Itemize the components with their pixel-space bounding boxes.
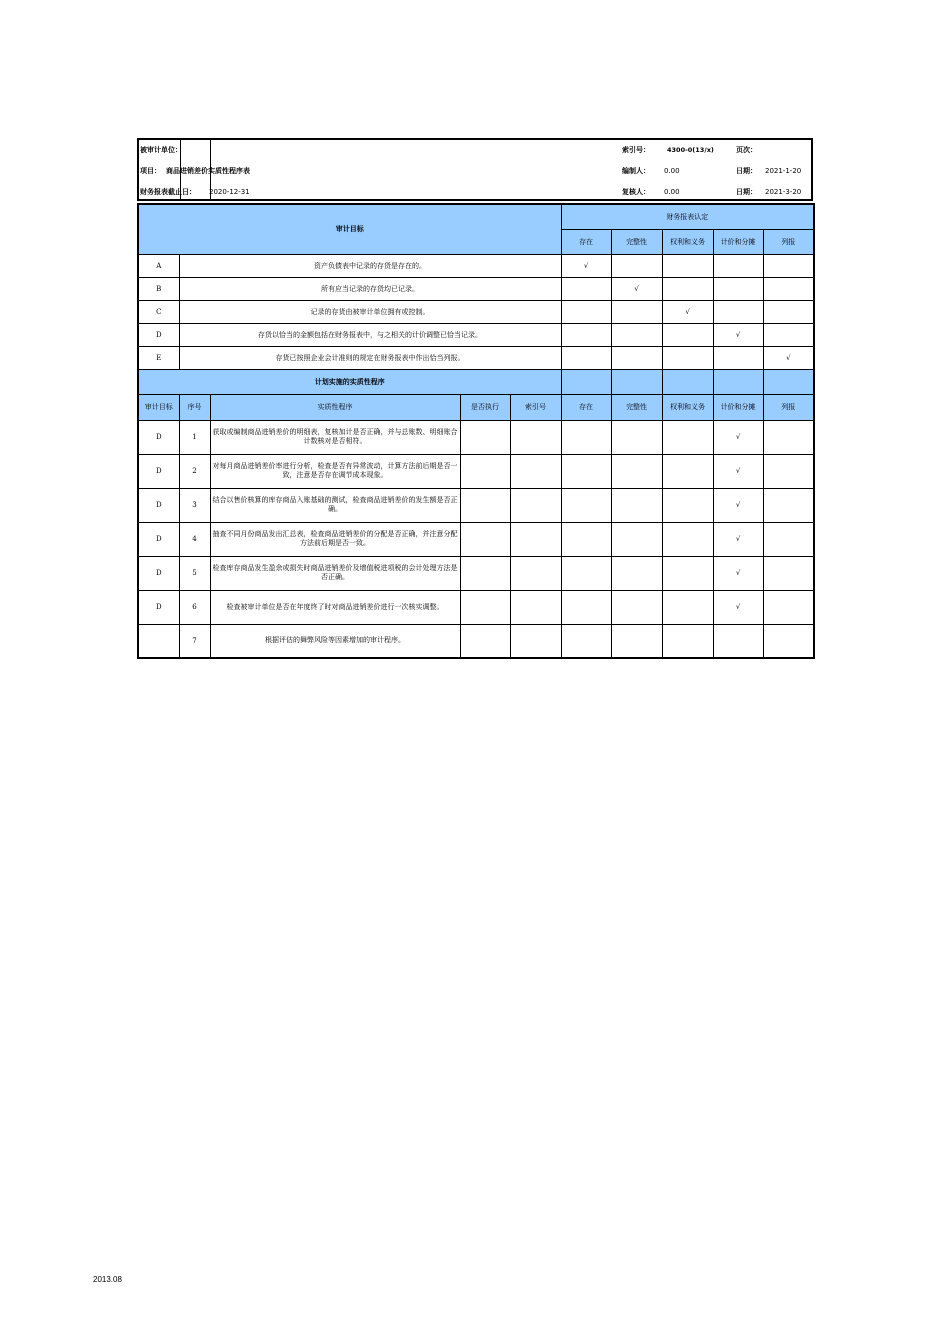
assertion-cell: √: [713, 590, 763, 624]
assertion-cell: [662, 420, 713, 454]
blank-header-cell: [611, 369, 662, 394]
procedure-number: 6: [179, 590, 210, 624]
project-value: 商品进销差价实质性程序表: [166, 167, 250, 175]
assertion-cell: [662, 556, 713, 590]
procedure-objective: D: [138, 522, 179, 556]
procedure-objective: D: [138, 420, 179, 454]
assertion-cell: √: [763, 346, 814, 369]
assertion-cell: [611, 454, 662, 488]
assertion-cell: [561, 277, 611, 300]
executed-cell[interactable]: [460, 488, 510, 522]
workpaper-header: [137, 138, 813, 201]
index-ref-cell[interactable]: [510, 522, 561, 556]
assertion-cell: [763, 624, 814, 658]
procedure-number: 7: [179, 624, 210, 658]
assertion-cell: [763, 323, 814, 346]
blank-header-cell: [713, 369, 763, 394]
assertion-header: 列报: [763, 229, 814, 254]
procedure-row: [138, 420, 814, 454]
assertion-cell: [561, 556, 611, 590]
objective-row: [138, 254, 814, 277]
assertion-cell: [561, 590, 611, 624]
assertion-cell: [763, 277, 814, 300]
procedure-text: 抽查不同月份商品发出汇总表，检查商品进销差价的分配是否正确，并注意分配方法前后期是否一致。: [210, 522, 460, 556]
assertion-cell: [611, 556, 662, 590]
procedure-number: 1: [179, 420, 210, 454]
reviewer-value: 0.00: [664, 188, 680, 196]
assertion-cell: [713, 300, 763, 323]
period-label: 财务报表截止日：: [140, 188, 196, 196]
procedure-objective: [138, 624, 179, 658]
assertion-cell: [561, 420, 611, 454]
index-ref-cell[interactable]: [510, 590, 561, 624]
procedures-title-row: [138, 369, 814, 394]
assertion-cell: [611, 346, 662, 369]
index-ref-cell[interactable]: [510, 420, 561, 454]
assertion-cell: [763, 420, 814, 454]
executed-cell[interactable]: [460, 522, 510, 556]
assertion-cell: [763, 522, 814, 556]
review-date: 2021-3-20: [765, 188, 802, 196]
objectives-title: 审计目标: [138, 204, 561, 254]
assertion-cell: [611, 300, 662, 323]
procedure-objective: D: [138, 488, 179, 522]
assertion-cell: [611, 522, 662, 556]
assertion-cell: [611, 590, 662, 624]
assertion-header: 计价和分摊: [713, 229, 763, 254]
executed-cell[interactable]: [460, 556, 510, 590]
assertion-cell: [662, 488, 713, 522]
assertion-cell: √: [713, 323, 763, 346]
assertion-cell: [561, 522, 611, 556]
assertion-cell: [713, 624, 763, 658]
objective-text: 资产负债表中记录的存货是存在的。: [179, 254, 561, 277]
procedures-column-header: 实质性程序: [210, 394, 460, 420]
objective-code: C: [138, 300, 179, 323]
procedure-text: 获取或编制商品进销差价的明细表，复核加计是否正确，并与总账数、明细账合计数核对是否相符。: [210, 420, 460, 454]
assertion-cell: [662, 454, 713, 488]
assertion-cell: [713, 254, 763, 277]
objective-code: E: [138, 346, 179, 369]
procedure-text: 检查库存商品发生盈余或损失时商品进销差价及增值税进项税的会计处理方法是否正确。: [210, 556, 460, 590]
index-ref-cell[interactable]: [510, 556, 561, 590]
procedures-title: 计划实施的实质性程序: [138, 369, 561, 394]
prep-date-label: 日期：: [736, 167, 757, 175]
objective-text: 记录的存货由被审计单位拥有或控制。: [179, 300, 561, 323]
procedure-text: 对每月商品进销差价率进行分析，检查是否有异常波动，计算方法前后期是否一致，注意是否存在调节成本现象。: [210, 454, 460, 488]
assertion-cell: [611, 254, 662, 277]
index-ref-cell[interactable]: [510, 624, 561, 658]
assertion-cell: [662, 323, 713, 346]
procedures-column-header: 计价和分摊: [713, 394, 763, 420]
assertion-cell: [713, 346, 763, 369]
executed-cell[interactable]: [460, 420, 510, 454]
assertion-cell: √: [713, 522, 763, 556]
assertion-cell: [662, 346, 713, 369]
assertion-cell: [662, 522, 713, 556]
procedure-text: 根据评估的舞弊风险等因素增加的审计程序。: [210, 624, 460, 658]
index-label: 索引号：: [622, 146, 650, 154]
objective-row: [138, 300, 814, 323]
procedure-number: 4: [179, 522, 210, 556]
procedure-number: 2: [179, 454, 210, 488]
assertion-header: 权利和义务: [662, 229, 713, 254]
assertion-cell: [611, 323, 662, 346]
procedure-row: [138, 590, 814, 624]
procedure-objective: D: [138, 590, 179, 624]
objective-text: 存货已按照企业会计准则的规定在财务报表中作出恰当列报。: [179, 346, 561, 369]
assertion-cell: [662, 590, 713, 624]
assertion-cell: √: [713, 488, 763, 522]
procedure-objective: D: [138, 556, 179, 590]
assertion-cell: √: [713, 420, 763, 454]
assertion-cell: [561, 300, 611, 323]
version-footer: 2013.08: [93, 1275, 122, 1284]
assertion-cell: [763, 590, 814, 624]
procedures-column-header: 是否执行: [460, 394, 510, 420]
procedure-row: [138, 522, 814, 556]
executed-cell[interactable]: [460, 590, 510, 624]
index-ref-cell[interactable]: [510, 454, 561, 488]
page-label: 页次：: [736, 146, 757, 154]
assertion-cell: [561, 454, 611, 488]
assertion-cell: √: [713, 454, 763, 488]
assertion-cell: [662, 254, 713, 277]
procedures-column-header: 索引号: [510, 394, 561, 420]
assertion-cell: [763, 488, 814, 522]
preparer-label: 编制人：: [622, 167, 650, 175]
executed-cell[interactable]: [460, 454, 510, 488]
objective-text: 所有应当记录的存货均已记录。: [179, 277, 561, 300]
auditee-label: 被审计单位：: [140, 146, 182, 154]
objective-text: 存货以恰当的金额包括在财务报表中，与之相关的计价调整已恰当记录。: [179, 323, 561, 346]
procedure-objective: D: [138, 454, 179, 488]
assertion-cell: √: [662, 300, 713, 323]
assertions-title: 财务报表认定: [561, 204, 814, 229]
assertion-header: 完整性: [611, 229, 662, 254]
period-value: 2020-12-31: [209, 188, 250, 196]
review-date-label: 日期：: [736, 188, 757, 196]
assertion-cell: [763, 454, 814, 488]
assertion-cell: √: [561, 254, 611, 277]
procedures-header-row: [138, 394, 814, 420]
workpaper-sheet: [137, 138, 813, 645]
procedures-column-header: 完整性: [611, 394, 662, 420]
blank-header-cell: [763, 369, 814, 394]
project-label: 项目：: [140, 167, 161, 175]
assertion-header: 存在: [561, 229, 611, 254]
objective-row: [138, 323, 814, 346]
prep-date: 2021-1-20: [765, 167, 802, 175]
objective-code: A: [138, 254, 179, 277]
assertion-cell: [763, 254, 814, 277]
blank-header-cell: [561, 369, 611, 394]
assertion-cell: [561, 323, 611, 346]
assertion-cell: [662, 277, 713, 300]
executed-cell[interactable]: [460, 624, 510, 658]
assertion-cell: [662, 624, 713, 658]
index-ref-cell[interactable]: [510, 488, 561, 522]
procedure-row: [138, 454, 814, 488]
assertion-cell: [713, 277, 763, 300]
index-value: 4300-0(13/x): [667, 146, 714, 154]
procedures-column-header: 存在: [561, 394, 611, 420]
procedure-number: 5: [179, 556, 210, 590]
assertion-cell: [763, 300, 814, 323]
assertion-cell: [611, 488, 662, 522]
objective-code: D: [138, 323, 179, 346]
procedure-text: 结合以售价核算的库存商品入账基础的测试，检查商品进销差价的发生额是否正确。: [210, 488, 460, 522]
assertion-cell: [763, 556, 814, 590]
procedure-row: [138, 488, 814, 522]
assertion-cell: [611, 624, 662, 658]
procedures-column-header: 序号: [179, 394, 210, 420]
objective-row: [138, 346, 814, 369]
assertion-cell: √: [713, 556, 763, 590]
procedure-number: 3: [179, 488, 210, 522]
procedure-row: [138, 556, 814, 590]
procedures-column-header: 审计目标: [138, 394, 179, 420]
objective-code: B: [138, 277, 179, 300]
assertion-cell: [561, 488, 611, 522]
procedure-row: [138, 624, 814, 658]
reviewer-label: 复核人：: [622, 188, 650, 196]
audit-procedure-table: [137, 203, 815, 659]
assertion-cell: [611, 420, 662, 454]
blank-header-cell: [662, 369, 713, 394]
assertion-cell: √: [611, 277, 662, 300]
procedures-column-header: 列报: [763, 394, 814, 420]
procedure-text: 检查被审计单位是否在年度终了时对商品进销差价进行一次核实调整。: [210, 590, 460, 624]
preparer-value: 0.00: [664, 167, 680, 175]
assertion-cell: [561, 346, 611, 369]
procedures-column-header: 权利和义务: [662, 394, 713, 420]
assertion-cell: [561, 624, 611, 658]
objective-row: [138, 277, 814, 300]
